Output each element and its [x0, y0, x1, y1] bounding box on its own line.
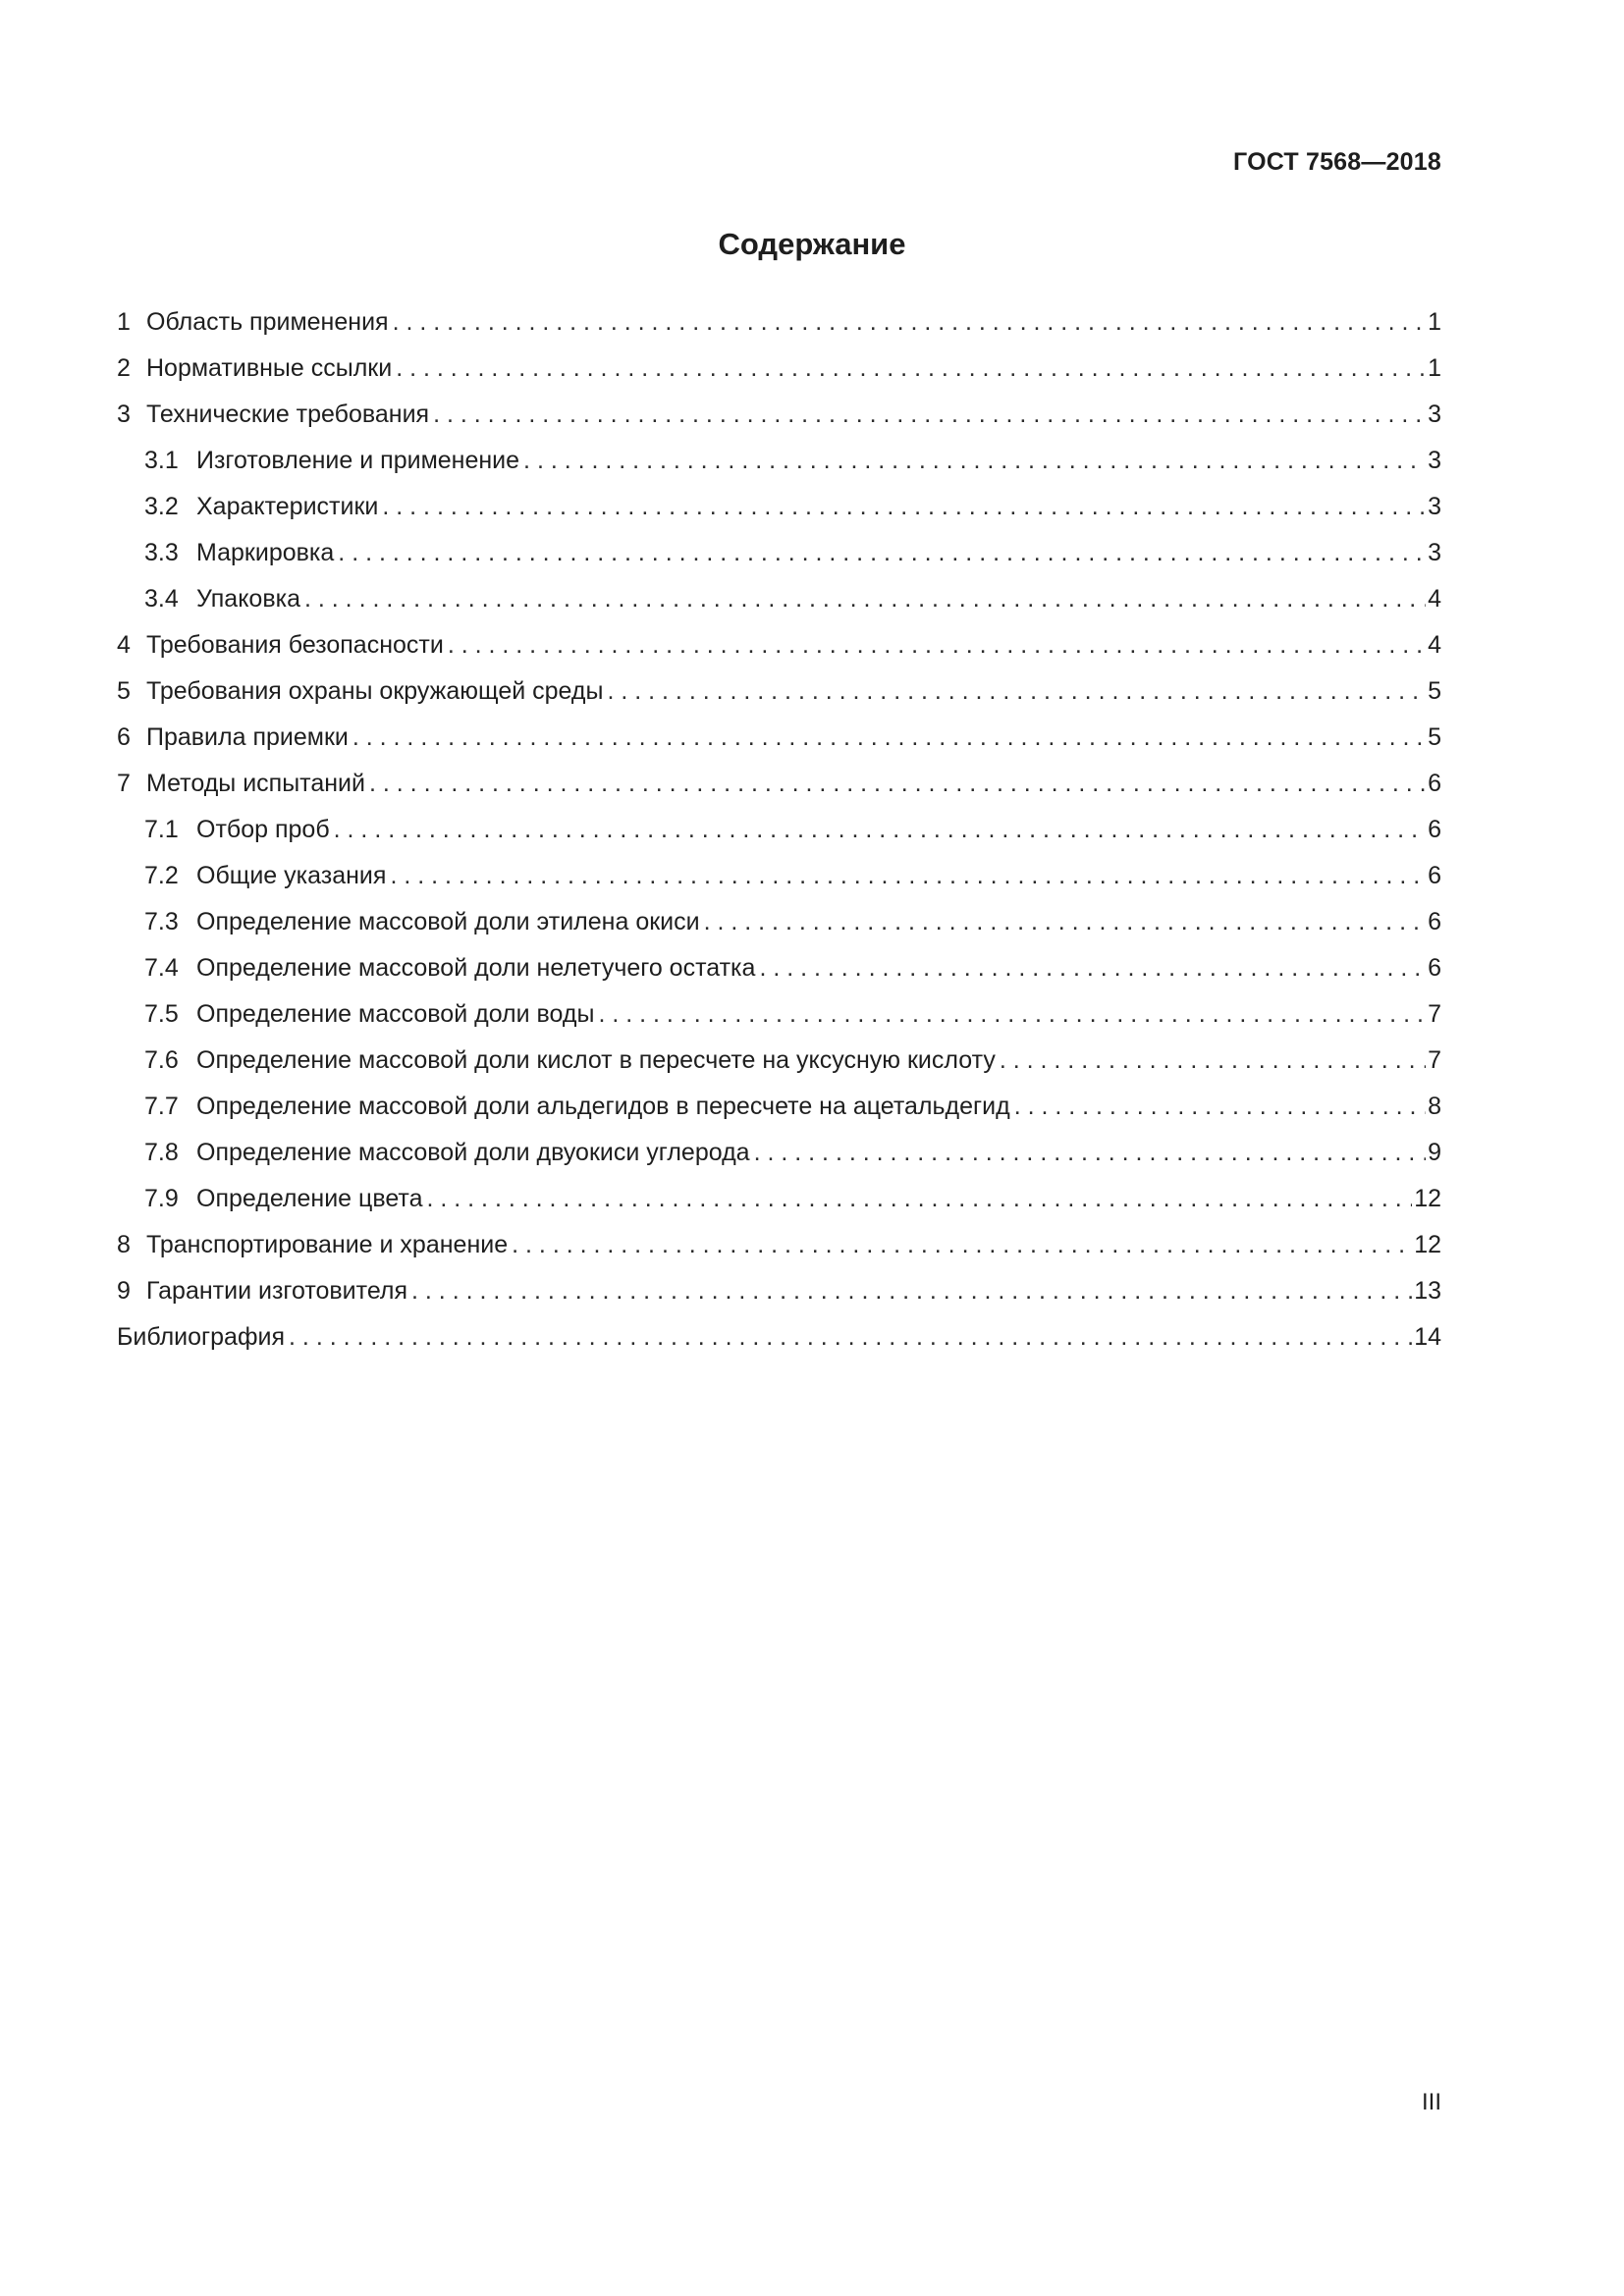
- toc-entry-page: 3: [1428, 447, 1441, 474]
- toc-entry-page: 4: [1428, 631, 1441, 659]
- toc-entry-page: 5: [1428, 677, 1441, 705]
- toc-entry-page: 13: [1414, 1277, 1441, 1305]
- toc-entry-title: Определение массовой доли кислот в пересчете на уксусную кислоту: [196, 1046, 996, 1074]
- toc-dot-leader: [396, 346, 1426, 392]
- toc-dot-leader: [607, 668, 1426, 715]
- toc-entry-title: Общие указания: [196, 862, 387, 889]
- toc-entry-page: 7: [1428, 1000, 1441, 1028]
- toc-entry-number: 3.1: [144, 447, 179, 474]
- toc-entry-number: 7.9: [144, 1185, 179, 1212]
- toc-entry-title: Упаковка: [196, 585, 300, 613]
- toc-entry-page: 5: [1428, 723, 1441, 751]
- toc-entry-number: 3.3: [144, 539, 179, 566]
- toc-dot-leader: [1014, 1084, 1426, 1130]
- toc-entry[interactable]: [117, 576, 1441, 622]
- toc-entry-title: Отбор проб: [196, 816, 330, 843]
- toc-entry[interactable]: [117, 346, 1441, 392]
- toc-entry-number: 7: [117, 770, 131, 797]
- toc-entry-title: Методы испытаний: [146, 770, 365, 797]
- toc-entry-page: 3: [1428, 539, 1441, 566]
- toc-entry-title: Характеристики: [196, 493, 379, 520]
- toc-entry-title: Гарантии изготовителя: [146, 1277, 408, 1305]
- page-number: III: [1421, 2089, 1441, 2115]
- toc-dot-leader: [352, 715, 1426, 761]
- toc-entry-page: 9: [1428, 1139, 1441, 1166]
- toc-entry-page: 7: [1428, 1046, 1441, 1074]
- toc-entry-number: 7.6: [144, 1046, 179, 1074]
- toc-entry-page: 3: [1428, 400, 1441, 428]
- toc-dot-leader: [448, 622, 1426, 668]
- toc-entry-number: 7.7: [144, 1093, 179, 1120]
- toc-entry-number: 5: [117, 677, 131, 705]
- toc-entry[interactable]: [117, 991, 1441, 1038]
- toc-entry[interactable]: [117, 622, 1441, 668]
- toc-entry-title: Маркировка: [196, 539, 335, 566]
- toc-entry[interactable]: [117, 1084, 1441, 1130]
- toc-entry-title: Область применения: [146, 308, 389, 336]
- toc-dot-leader: [411, 1268, 1412, 1314]
- toc-entry-title: Определение массовой доли воды: [196, 1000, 595, 1028]
- toc-entry-title: Определение массовой доли двуокиси углерода: [196, 1139, 750, 1166]
- toc-entry[interactable]: [117, 1176, 1441, 1222]
- toc-entry-number: 3.2: [144, 493, 179, 520]
- toc-dot-leader: [304, 576, 1426, 622]
- toc-entry-title: Определение массовой доли этилена окиси: [196, 908, 700, 935]
- toc-entry-page: 6: [1428, 954, 1441, 982]
- toc-entry-number: 7.4: [144, 954, 179, 982]
- toc-dot-leader: [433, 392, 1426, 438]
- toc-entry-title: Библиография: [117, 1323, 286, 1351]
- toc-entry-page: 12: [1414, 1231, 1441, 1258]
- toc-title: Содержание: [718, 227, 906, 261]
- toc-entry-page: 8: [1428, 1093, 1441, 1120]
- toc-entry-title: Транспортирование и хранение: [146, 1231, 509, 1258]
- toc-entry-number: 7.1: [144, 816, 179, 843]
- toc-entry[interactable]: [117, 853, 1441, 899]
- toc-dot-leader: [426, 1176, 1412, 1222]
- toc-entry-number: 2: [117, 354, 131, 382]
- toc-entry-title: Технические требования: [146, 400, 430, 428]
- toc-entry-number: 7.5: [144, 1000, 179, 1028]
- toc-entry-title: Определение массовой доли нелетучего остатка: [196, 954, 756, 982]
- toc-entry[interactable]: [117, 1268, 1441, 1314]
- toc-entry-number: 4: [117, 631, 131, 659]
- toc-entry-title: Определение массовой доли альдегидов в пересчете на ацетальдегид: [196, 1093, 1010, 1120]
- toc-entry-title: Требования охраны окружающей среды: [146, 677, 604, 705]
- toc-entry[interactable]: [117, 484, 1441, 530]
- toc-entry[interactable]: [117, 1314, 1441, 1361]
- toc-entry[interactable]: [117, 807, 1441, 853]
- toc-dot-leader: [1000, 1038, 1426, 1084]
- toc-entry[interactable]: [117, 899, 1441, 945]
- toc-dot-leader: [334, 807, 1426, 853]
- toc-dot-leader: [390, 853, 1426, 899]
- toc-entry[interactable]: [117, 438, 1441, 484]
- toc-dot-leader: [393, 299, 1427, 346]
- toc-entry-number: 1: [117, 308, 131, 336]
- toc-entry-title: Нормативные ссылки: [146, 354, 393, 382]
- toc-entry-title: Требования безопасности: [146, 631, 444, 659]
- toc-entry-number: 8: [117, 1231, 131, 1258]
- toc-entry-page: 6: [1428, 816, 1441, 843]
- toc-entry-page: 6: [1428, 770, 1441, 797]
- toc-entry[interactable]: [117, 761, 1441, 807]
- toc-dot-leader: [512, 1222, 1412, 1268]
- toc-entry-page: 3: [1428, 493, 1441, 520]
- toc-entry-page: 6: [1428, 862, 1441, 889]
- toc-entry-number: 9: [117, 1277, 131, 1305]
- toc-entry[interactable]: [117, 299, 1441, 346]
- toc-entry[interactable]: [117, 1222, 1441, 1268]
- toc-dot-leader: [759, 945, 1426, 991]
- toc-entry[interactable]: [117, 945, 1441, 991]
- toc-entry-number: 7.2: [144, 862, 179, 889]
- toc-entry-page: 4: [1428, 585, 1441, 613]
- toc-entry-page: 1: [1428, 308, 1441, 336]
- toc-entry[interactable]: [117, 1130, 1441, 1176]
- toc-entry-number: 3: [117, 400, 131, 428]
- toc-entry[interactable]: [117, 715, 1441, 761]
- document-code: ГОСТ 7568—2018: [1233, 148, 1441, 176]
- toc-dot-leader: [289, 1314, 1412, 1361]
- toc-entry-number: 3.4: [144, 585, 179, 613]
- toc-entry-number: 7.8: [144, 1139, 179, 1166]
- toc-dot-leader: [369, 761, 1426, 807]
- toc-dot-leader: [704, 899, 1427, 945]
- toc-entry-number: 6: [117, 723, 131, 751]
- toc-dot-leader: [523, 438, 1426, 484]
- toc-entry-page: 12: [1414, 1185, 1441, 1212]
- toc-entry[interactable]: [117, 668, 1441, 715]
- toc-entry-page: 14: [1414, 1323, 1441, 1351]
- toc-entry-title: Изготовление и применение: [196, 447, 520, 474]
- toc-entry[interactable]: [117, 1038, 1441, 1084]
- toc-entry[interactable]: [117, 530, 1441, 576]
- toc-dot-leader: [338, 530, 1426, 576]
- table-of-contents: [117, 299, 1441, 1361]
- toc-dot-leader: [754, 1130, 1427, 1176]
- toc-entry[interactable]: [117, 392, 1441, 438]
- toc-dot-leader: [598, 991, 1426, 1038]
- toc-entry-page: 1: [1428, 354, 1441, 382]
- toc-dot-leader: [382, 484, 1426, 530]
- toc-entry-title: Определение цвета: [196, 1185, 423, 1212]
- toc-entry-number: 7.3: [144, 908, 179, 935]
- toc-entry-page: 6: [1428, 908, 1441, 935]
- toc-entry-title: Правила приемки: [146, 723, 349, 751]
